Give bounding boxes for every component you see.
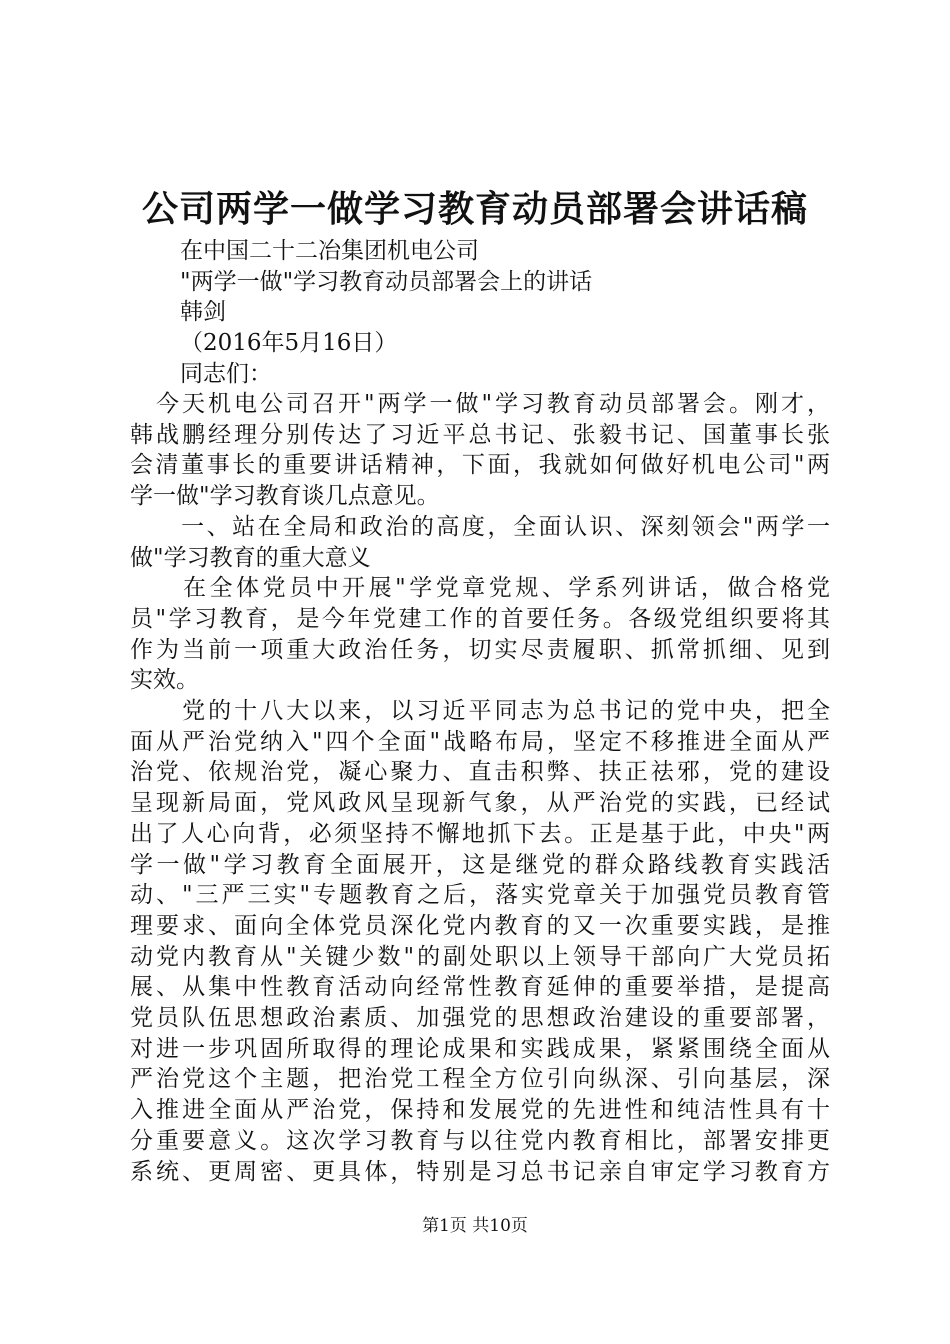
body-line: 展、从集中性教育活动向经常性教育延伸的重要举措，是提高 [130,974,830,1001]
meta-speaker-line: 韩剑 [180,299,226,326]
body-line: 作为当前一项重大政治任务，切实尽责履职、抓常抓细、见到 [130,636,830,663]
body-line: 在全体党员中开展"学党章党规、学系列讲话，做合格党 [130,575,830,602]
body-line: 治党、依规治党，凝心聚力、直击积弊、扶正祛邪，党的建设 [130,759,830,786]
meta-occasion-line: "两学一做"学习教育动员部署会上的讲话 [180,268,593,295]
body-line: 学一做"学习教育谈几点意见。 [130,483,440,510]
body-line: 党的十八大以来，以习近平同志为总书记的党中央，把全 [130,698,830,725]
body-line: 动、"三严三实"专题教育之后，落实党章关于加强党员教育管 [130,882,830,909]
body-line: 理要求、面向全体党员深化党内教育的又一次重要实践，是推 [130,912,830,939]
speech-meta [180,236,880,390]
body-line: 韩战鹏经理分别传达了习近平总书记、张毅书记、国董事长张 [130,421,830,448]
body-line: 一、站在全局和政治的高度，全面认识、深刻领会"两学一 [130,513,830,540]
body-line: 动党内教育从"关键少数"的副处职以上领导干部向广大党员拓 [130,943,830,970]
body-line: 学一做"学习教育全面展开，这是继党的群众路线教育实践活 [130,851,830,878]
meta-venue-line: 在中国二十二冶集团机电公司 [180,238,479,264]
body-line: 呈现新局面，党风政风呈现新气象，从严治党的实践，已经试 [130,790,830,817]
body-line: 分重要意义。这次学习教育与以往党内教育相比，部署安排更 [130,1127,830,1154]
body-line: 系统、更周密、更具体，特别是习总书记亲自审定学习教育方 [130,1158,830,1185]
meta-salutation-line: 同志们： [180,360,272,387]
body-line: 严治党这个主题，把治党工程全方位引向纵深、引向基层，深 [130,1066,830,1093]
meta-date-line: （2016年5月16日） [180,330,398,357]
speech-body [130,389,830,1187]
body-line: 员"学习教育，是今年党建工作的首要任务。各级党组织要将其 [130,605,830,632]
body-line: 出了人心向背，必须坚持不懈地抓下去。正是基于此，中央"两 [130,820,830,847]
body-line: 会清董事长的重要讲话精神，下面，我就如何做好机电公司"两 [130,452,830,479]
body-line: 实效。 [130,667,199,694]
body-line: 入推进全面从严治党，保持和发展党的先进性和纯洁性具有十 [130,1097,830,1124]
body-line: 面从严治党纳入"四个全面"战略布局，坚定不移推进全面从严 [130,728,830,755]
body-line: 今天机电公司召开"两学一做"学习教育动员部署会。刚才， [130,391,830,417]
page-footer: 第1页 共10页 [422,1216,528,1236]
body-line: 党员队伍思想政治素质、加强党的思想政治建设的重要部署， [130,1005,830,1032]
body-line: 做"学习教育的重大意义 [130,544,371,571]
body-line: 对进一步巩固所取得的理论成果和实践成果，紧紧围绕全面从 [130,1035,830,1062]
document-title: 公司两学一做学习教育动员部署会讲话稿 [141,188,808,230]
